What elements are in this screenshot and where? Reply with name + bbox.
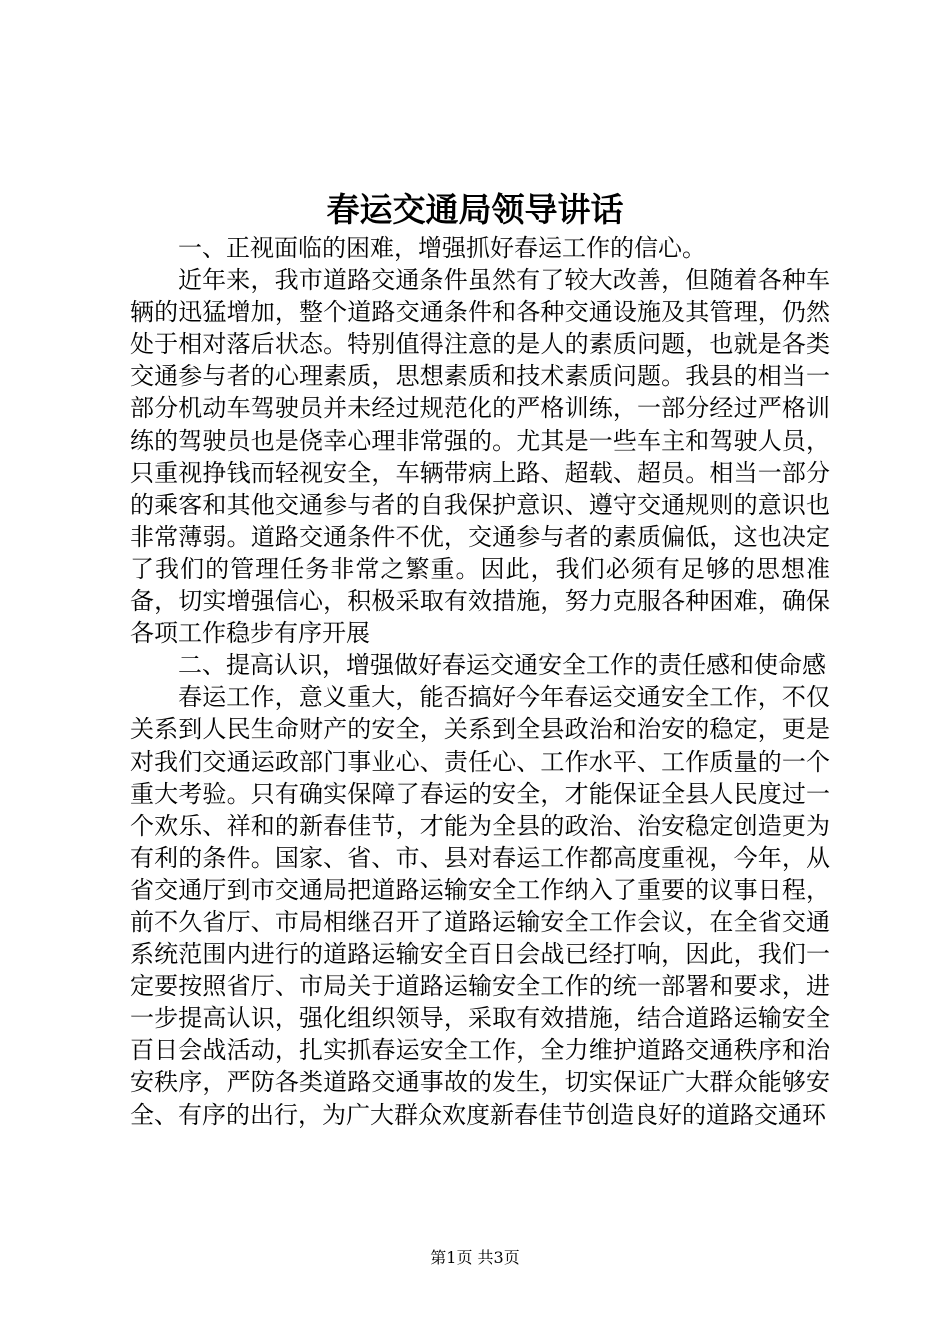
paragraph-body-1: 近年来，我市道路交通条件虽然有了较大改善，但随着各种车辆的迅猛增加，整个道路交通条件和各种交通设施及其管理，仍然处于相对落后状态。特别值得注意的是人的素质问题，也就是各类交通参与者的心理素质，思想素质和技术素质问题。我县的相当一部分机动车驾驶员并未经过规范化的严格训练，一部分经过严格训练的驾驶员也是侥幸心理非常强的。尤其是一些车主和驾驶人员，只重视挣钱而轻视安全，车辆带病上路、超载、超员。相当一部分的乘客和其他交通参与者的自我保护意识、遵守交通规则的意识也非常薄弱。道路交通条件不优，交通参与者的素质偏低，这也决定了我们的管理任务非常之繁重。因此，我们必须有足够的思想准备，切实增强信心，积极采取有效措施，努力克服各种困难，确保各项工作稳步有序开展 [130, 266, 830, 648]
paragraph-heading-1: 一、正视面临的困难，增强抓好春运工作的信心。 [178, 234, 706, 262]
paragraph-body-2: 春运工作，意义重大，能否搞好今年春运交通安全工作，不仅关系到人民生命财产的安全，关系到全县政治和治安的稳定，更是对我们交通运政部门事业心、责任心、工作水平、工作质量的一个重大考验。只有确实保障了春运的安全，才能保证全县人民度过一个欢乐、祥和的新春佳节，才能为全县的政治、治安稳定创造更为有利的条件。国家、省、市、县对春运工作都高度重视，今年，从省交通厅到市交通局把道路运输安全工作纳入了重要的议事日程，前不久省厅、市局相继召开了道路运输安全工作会议，在全省交通系统范围内进行的道路运输安全百日会战已经打响，因此，我们一定要按照省厅、市局关于道路运输安全工作的统一部署和要求，进一步提高认识，强化组织领导，采取有效措施，结合道路运输安全百日会战活动，扎实抓春运安全工作，全力维护道路交通秩序和治安秩序，严防各类道路交通事故的发生，切实保证广大群众能够安全、有序的出行，为广大群众欢度新春佳节创造良好的道路交通环 [130, 683, 830, 1129]
paragraph-heading-2: 二、提高认识，增强做好春运交通安全工作的责任感和使命感 [178, 651, 826, 680]
page-number-footer: 第1页 共3页 [430, 1248, 520, 1267]
document-body [130, 232, 830, 1131]
document-title: 春运交通局领导讲话 [326, 190, 624, 229]
